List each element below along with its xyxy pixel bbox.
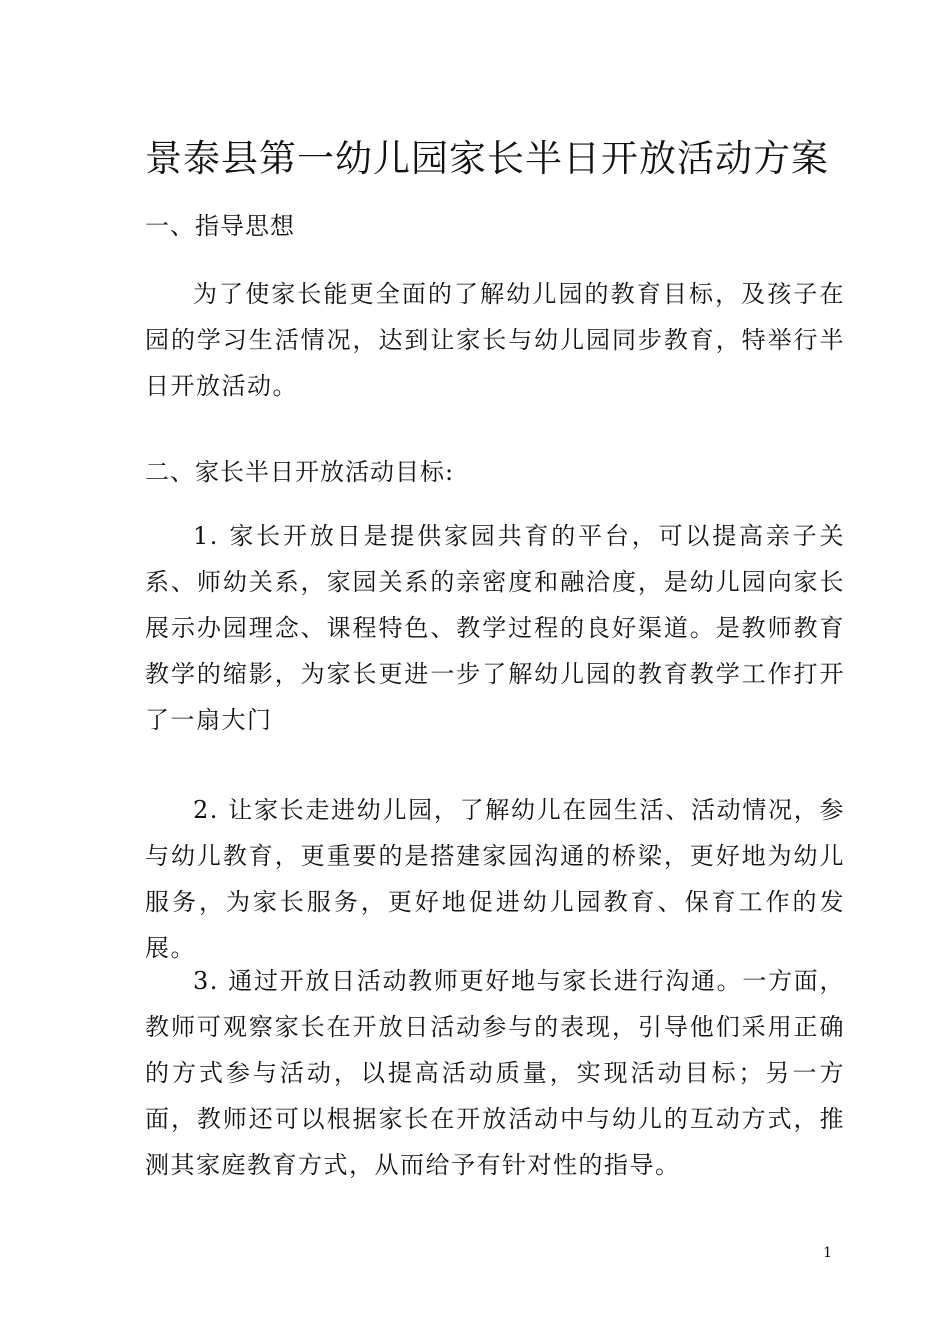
document-title: 景泰县第一幼儿园家长半日开放活动方案	[145, 137, 829, 180]
page-number: 1	[823, 1245, 832, 1261]
section-1-heading: 一、指导思想	[145, 212, 295, 240]
goal-item-2: 2. 让家长走进幼儿园，了解幼儿在园生活、活动情况，参与幼儿教育，更重要的是搭建家园沟通的桥梁，更好地为幼儿服务，为家长服务，更好地促进幼儿园教育、保育工作的发展。	[145, 796, 845, 962]
goal-item-1: 1. 家长开放日是提供家园共育的平台，可以提高亲子关系、师幼关系，家园关系的亲密度和融洽度，是幼儿园向家长展示办园理念、课程特色、教学过程的良好渠道。是教师教育教学的缩影，为家长更进一步了解幼儿园的教育教学工作打开了一扇大门	[145, 522, 845, 734]
goal-item-3: 3. 通过开放日活动教师更好地与家长进行沟通。一方面，教师可观察家长在开放日活动参与的表现，引导他们采用正确的方式参与活动，以提高活动质量，实现活动目标；另一方面，教师还可以根据家长在开放活动中与幼儿的互动方式，推测其家庭教育方式，从而给予有针对性的指导。	[145, 967, 845, 1179]
section-1-paragraph: 为了使家长能更全面的了解幼儿园的教育目标，及孩子在园的学习生活情况，达到让家长与幼儿园同步教育，特举行半日开放活动。	[145, 280, 845, 400]
section-2-heading: 二、家长半日开放活动目标:	[145, 458, 455, 486]
